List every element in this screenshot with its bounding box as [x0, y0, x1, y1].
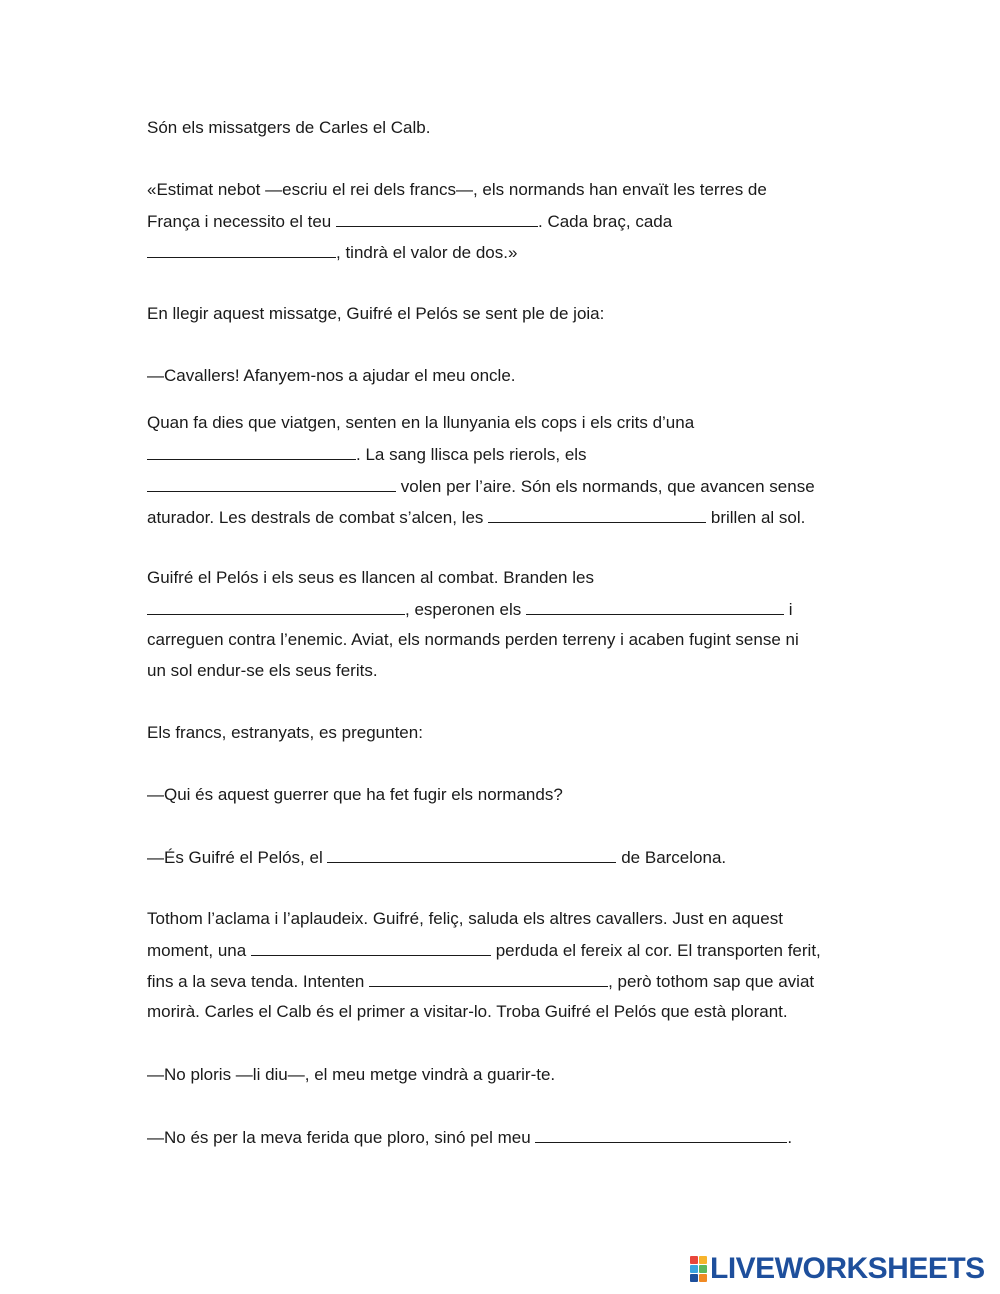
text-line	[147, 661, 378, 681]
text-segment: «Estimat nebot —escriu el rei dels francs—, els normands han envaït les terres de	[147, 180, 767, 199]
text-segment: .	[787, 1128, 793, 1147]
text-segment: un sol endur-se els seus ferits.	[147, 661, 378, 680]
text-segment: . Cada braç, cada	[538, 212, 673, 231]
logo-square	[699, 1265, 707, 1273]
answer-blank-1[interactable]	[336, 211, 538, 227]
text-segment: volen per l’aire. Són els normands, que avancen sense	[400, 477, 815, 496]
text-segment: Tothom l’aclama i l’aplaudeix. Guifré, feliç, saluda els altres cavallers. Just en aquest	[147, 909, 783, 928]
text-line	[147, 413, 694, 433]
text-line	[147, 785, 563, 805]
answer-blank-2[interactable]	[147, 242, 336, 258]
text-segment: brillen al sol.	[710, 508, 806, 527]
text-segment: perduda el fereix al cor. El transporten ferit,	[495, 941, 821, 960]
answer-blank-10[interactable]	[369, 971, 608, 987]
logo-square	[690, 1265, 698, 1273]
logo-square	[690, 1256, 698, 1264]
text-line	[147, 366, 516, 386]
text-line	[147, 940, 821, 961]
text-line	[147, 723, 423, 743]
logo-square	[699, 1274, 707, 1282]
text-segment: , tindrà el valor de dos.»	[336, 243, 518, 262]
text-segment: i	[788, 600, 793, 619]
text-segment: Els francs, estranyats, es pregunten:	[147, 723, 423, 742]
text-segment: fins a la seva tenda. Intenten	[147, 972, 365, 991]
text-line	[147, 1065, 555, 1085]
answer-blank-7[interactable]	[526, 599, 784, 615]
text-segment: —Qui és aquest guerrer que ha fet fugir els normands?	[147, 785, 563, 804]
text-segment: Quan fa dies que viatgen, senten en la llunyania els cops i els crits d’una	[147, 413, 695, 432]
text-line	[147, 847, 726, 868]
text-segment: , esperonen els	[405, 600, 522, 619]
text-segment: morirà. Carles el Calb és el primer a visitar-lo. Troba Guifré el Pelós que està plorant.	[147, 1002, 788, 1021]
answer-blank-11[interactable]	[535, 1127, 787, 1143]
text-line	[147, 180, 767, 200]
text-segment: —És Guifré el Pelós, el	[147, 848, 323, 867]
text-line	[147, 1002, 788, 1022]
answer-blank-8[interactable]	[327, 847, 616, 863]
liveworksheets-logo	[690, 1254, 985, 1284]
text-segment: França i necessito el teu	[147, 212, 332, 231]
text-line	[147, 568, 594, 588]
text-segment: moment, una	[147, 941, 247, 960]
answer-blank-4[interactable]	[147, 476, 396, 492]
text-line	[147, 444, 587, 465]
text-segment: En llegir aquest missatge, Guifré el Pelós se sent ple de joia:	[147, 304, 605, 323]
text-segment: —No ploris —li diu—, el meu metge vindrà a guarir-te.	[147, 1065, 556, 1084]
text-segment: aturador. Les destrals de combat s’alcen, les	[147, 508, 484, 527]
text-segment: Són els missatgers de Carles el Calb.	[147, 118, 431, 137]
logo-square	[699, 1256, 707, 1264]
answer-blank-5[interactable]	[488, 507, 706, 523]
text-line	[147, 971, 814, 992]
text-line	[147, 599, 793, 620]
text-line	[147, 507, 805, 528]
answer-blank-9[interactable]	[251, 940, 491, 956]
answer-blank-6[interactable]	[147, 599, 405, 615]
text-segment: —No és per la meva ferida que ploro, sinó pel meu	[147, 1128, 531, 1147]
text-segment: —Cavallers! Afanyem-nos a ajudar el meu oncle.	[147, 366, 516, 385]
text-line	[147, 242, 517, 263]
liveworksheets-logo-icon	[690, 1256, 707, 1282]
answer-blank-3[interactable]	[147, 444, 356, 460]
text-segment: Guifré el Pelós i els seus es llancen al combat. Branden les	[147, 568, 594, 587]
text-line	[147, 211, 672, 232]
text-line	[147, 476, 815, 497]
text-line	[147, 630, 799, 650]
text-line	[147, 1127, 792, 1148]
brand-name: LIVEWORKSHEETS	[710, 1252, 985, 1285]
text-line	[147, 118, 430, 138]
text-segment: de Barcelona.	[621, 848, 727, 867]
text-segment: . La sang llisca pels rierols, els	[356, 445, 587, 464]
text-segment: carreguen contra l’enemic. Aviat, els normands perden terreny i acaben fugint sense ni	[147, 630, 799, 649]
text-line	[147, 304, 604, 324]
text-segment: , però tothom sap que aviat	[608, 972, 815, 991]
logo-square	[690, 1274, 698, 1282]
text-line	[147, 909, 783, 929]
